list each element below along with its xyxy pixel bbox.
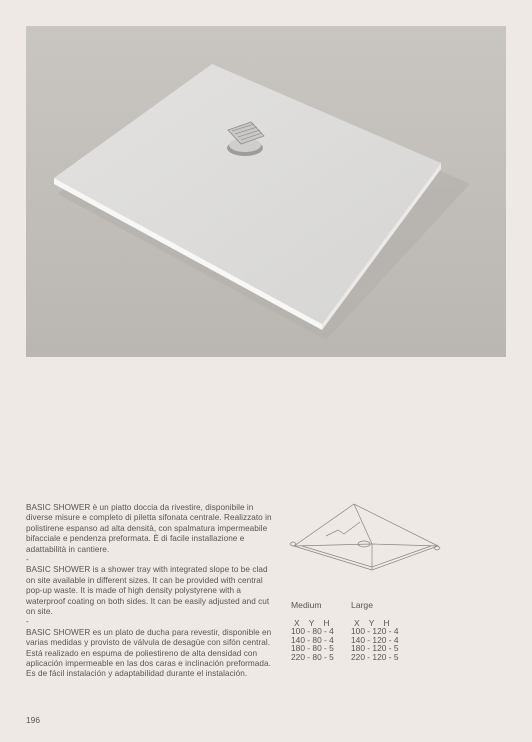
sizes-large-axes: X Y H xyxy=(354,617,391,628)
product-photo xyxy=(26,26,506,357)
sizes-medium-row: 220 - 80 - 5 xyxy=(291,651,334,662)
page-number: 196 xyxy=(26,715,40,725)
sizes-medium xyxy=(291,601,334,662)
sizes-large-row: 140 - 120 - 4 xyxy=(351,634,399,645)
description-spanish: BASIC SHOWER es un plato de ducha para revestir, disponible en varias medidas y provisto de válvula de desagüe con sifón central. Está realizado en espuma de poliestireno de alta densidad con aplicación impermeable en las dos caras e inclinación preformada. Es de fácil instalación y adaptabilidad durante el instalación. xyxy=(26,627,272,679)
sizes-medium-row: 180 - 80 - 5 xyxy=(291,643,334,654)
sizes-medium-title: Medium xyxy=(291,600,322,610)
sizes-large xyxy=(351,601,399,662)
description-text xyxy=(26,503,276,680)
description-english: BASIC SHOWER is a shower tray with integrated slope to be clad on site available in different sizes. It can be provided with central pop-up waste. It is made of high density polystyrene with a waterproof coating on both sides. It can be easily adjusted and cut on site. xyxy=(26,565,270,617)
tray-line-drawing xyxy=(288,500,442,572)
sizes-large-row: 220 - 120 - 5 xyxy=(351,651,399,662)
description-italian: BASIC SHOWER è un piatto doccia da rivestire, disponibile in diverse misure e completo di piletta sifonata centrale. Realizzato in polistirene espanso ad alta densità, con spalmatura impermeabile bifacciale e pendenza preformata. È di facile installazione e adattabilità in cantiere. xyxy=(26,503,272,554)
sizes-large-row: 180 - 120 - 5 xyxy=(351,643,399,654)
sizes-medium-row: 100 - 80 - 4 xyxy=(291,626,334,637)
separator-dash: - xyxy=(26,555,29,565)
shower-tray-illustration xyxy=(26,26,506,357)
separator-dash: - xyxy=(26,617,29,627)
sizes-large-title: Large xyxy=(351,600,373,610)
sizes-large-row: 100 - 120 - 4 xyxy=(351,626,399,637)
sizes-medium-axes: X Y H xyxy=(294,617,331,628)
sizes-medium-row: 140 - 80 - 4 xyxy=(291,634,334,645)
